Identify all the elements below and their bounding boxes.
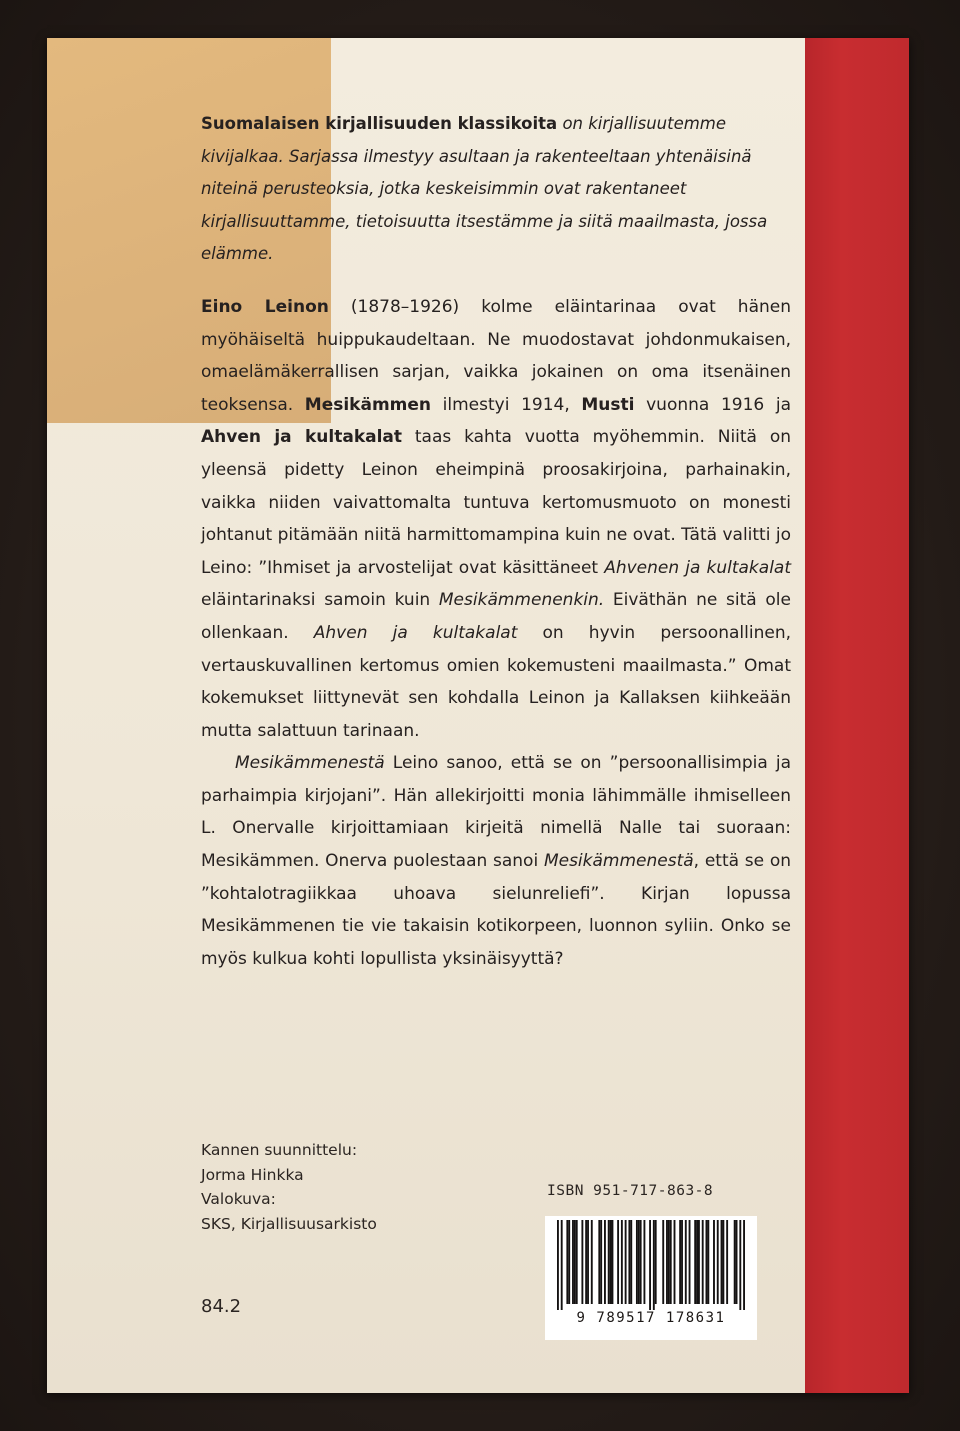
barcode-bars xyxy=(557,1220,745,1310)
isbn-label: ISBN 951-717-863-8 xyxy=(547,1183,714,1199)
barcode-bar xyxy=(608,1220,610,1304)
blurb-paragraph-2: Mesikämmenestä Leino sanoo, että se on ”persoonallisimpia ja parhaimpia kirjojani”. Hän allekirjoitti monia lähimmälle ihmiselleen L. Onervalle kirjoittamiaan kirjeitä nimellä Nalle tai suoraan: Mesikämmen. Onerva puolestaan sanoi Mesikämmenestä, että se on ”kohtalotragiikkaa uhoava sielunreliefi”. Kirjan lopussa Mesikämmenen tie vie takaisin kotikorpeen, luonnon syliin. Onko se myös kulkua kohti lopullista yksinäisyyttä? xyxy=(201,753,791,969)
barcode-bar xyxy=(585,1220,587,1304)
barcode-bar xyxy=(655,1220,657,1304)
barcode-bar xyxy=(679,1220,681,1304)
barcode-bar xyxy=(721,1220,723,1304)
barcode-bar xyxy=(600,1220,602,1304)
barcode-bar xyxy=(713,1220,715,1304)
barcode-bar xyxy=(739,1220,741,1310)
barcode-bar xyxy=(685,1220,687,1304)
barcode-bar xyxy=(581,1220,583,1304)
barcode-bar xyxy=(694,1220,696,1304)
barcode-bar xyxy=(706,1220,708,1304)
barcode-bar xyxy=(736,1220,738,1304)
book-title-ahven: Ahven ja kultakalat xyxy=(201,427,403,448)
barcode-bar xyxy=(696,1220,698,1304)
barcode-bar xyxy=(640,1220,642,1304)
barcode-bar xyxy=(621,1220,623,1304)
barcode-bar xyxy=(628,1220,630,1304)
barcode-bar xyxy=(743,1220,745,1310)
book-back-cover xyxy=(47,38,909,1393)
series-description: on kirjallisuutemme kivijalkaa. Sarjassa ilmestyy asultaan ja rakenteeltaan yhtenäisinä niteinä perusteoksia, jotka keskeisimmin ovat rakentaneet kirjallisuuttamme, tietoisuutta itsestämme ja siitä maailmasta, jossa elämme. xyxy=(201,114,768,264)
barcode-bar xyxy=(717,1220,719,1304)
credit-design-label: Kannen suunnittelu: xyxy=(201,1141,358,1159)
barcode-bar xyxy=(707,1220,709,1304)
barcode-bar xyxy=(681,1220,683,1304)
barcode-bar xyxy=(591,1220,593,1304)
barcode-bar xyxy=(734,1220,736,1304)
barcode-bar xyxy=(604,1220,606,1304)
barcode-bar xyxy=(557,1220,559,1310)
barcode-bar xyxy=(670,1220,672,1304)
barcode-bar xyxy=(598,1220,600,1304)
blurb-paragraph-1: Eino Leinon (1878–1926) kolme eläintarinaa ovat hänen myöhäiseltä huippukaudeltaan. Ne muodostavat johdonmukaisen, omaelämäkerrallisen sarjan, vaikka jokainen on oma itsenäinen teoksensa. Mesikämmen ilmestyi 1914, Musti vuonna 1916 ja Ahven ja kultakalat taas kahta vuotta myöhemmin. Niitä on yleensä pidetty Leinon eheimpinä proosakirjoina, parhainakin, vaikka niiden vaivattomalta tuntuva kertomusmuoto on monesti johtanut pitämään niitä harmittomampina kuin ne ovat. Tätä valitti jo Leino: ”Ihmiset ja arvostelijat ovat käsittäneet Ahvenen ja kultakalat eläintarinaksi samoin kuin Mesikämmenenkin. Eiväthän ne sitä ole ollenkaan. Ahven ja kultakalat on hyvin persoonallinen, vertauskuvallinen kertomus omien kokemusteni maailmasta.” Omat kokemukset liittynevät sen kohdalla Leinon ja Kallaksen kiihkeään mutta salattuun tarinaan. xyxy=(201,296,792,741)
barcode-bar xyxy=(566,1220,568,1304)
series-intro xyxy=(201,108,791,271)
barcode-bar xyxy=(689,1220,691,1304)
barcode-bar xyxy=(649,1220,651,1310)
barcode-bar xyxy=(587,1220,589,1304)
barcode xyxy=(545,1216,757,1340)
barcode-bar xyxy=(666,1220,668,1304)
credit-photo-source: SKS, Kirjallisuusarkisto xyxy=(201,1214,377,1233)
barcode-bar xyxy=(572,1220,574,1304)
barcode-bar xyxy=(643,1220,645,1304)
barcode-bar xyxy=(617,1220,619,1304)
blurb-text xyxy=(201,108,791,975)
series-name: Suomalaisen kirjallisuuden klassikoita xyxy=(201,114,558,133)
credit-designer: Jorma Hinkka xyxy=(201,1165,304,1184)
barcode-bar xyxy=(610,1220,612,1304)
barcode-bar xyxy=(653,1220,655,1310)
book-title-musti: Musti xyxy=(581,394,635,415)
barcode-bar xyxy=(561,1220,563,1310)
red-spine-band xyxy=(805,38,909,1393)
barcode-bar xyxy=(574,1220,576,1304)
book-title-mesikammen: Mesikämmen xyxy=(304,394,432,415)
classification-number: 84.2 xyxy=(201,1296,242,1317)
barcode-bar xyxy=(636,1220,638,1304)
barcode-bar xyxy=(668,1220,670,1304)
barcode-bar xyxy=(576,1220,578,1304)
barcode-bar xyxy=(612,1220,614,1304)
cover-credits xyxy=(201,1138,377,1236)
barcode-bar xyxy=(698,1220,700,1304)
author-name: Eino Leinon xyxy=(201,296,329,317)
barcode-bar xyxy=(674,1220,676,1304)
barcode-bar xyxy=(568,1220,570,1304)
barcode-bar xyxy=(638,1220,640,1304)
barcode-bar xyxy=(630,1220,632,1304)
barcode-digits: 9 789517 178631 xyxy=(576,1310,726,1326)
barcode-bar xyxy=(722,1220,724,1304)
barcode-bar xyxy=(726,1220,728,1304)
barcode-bar xyxy=(662,1220,664,1304)
barcode-bar xyxy=(625,1220,627,1304)
barcode-bar xyxy=(702,1220,704,1304)
credit-photo-label: Valokuva: xyxy=(201,1190,276,1209)
